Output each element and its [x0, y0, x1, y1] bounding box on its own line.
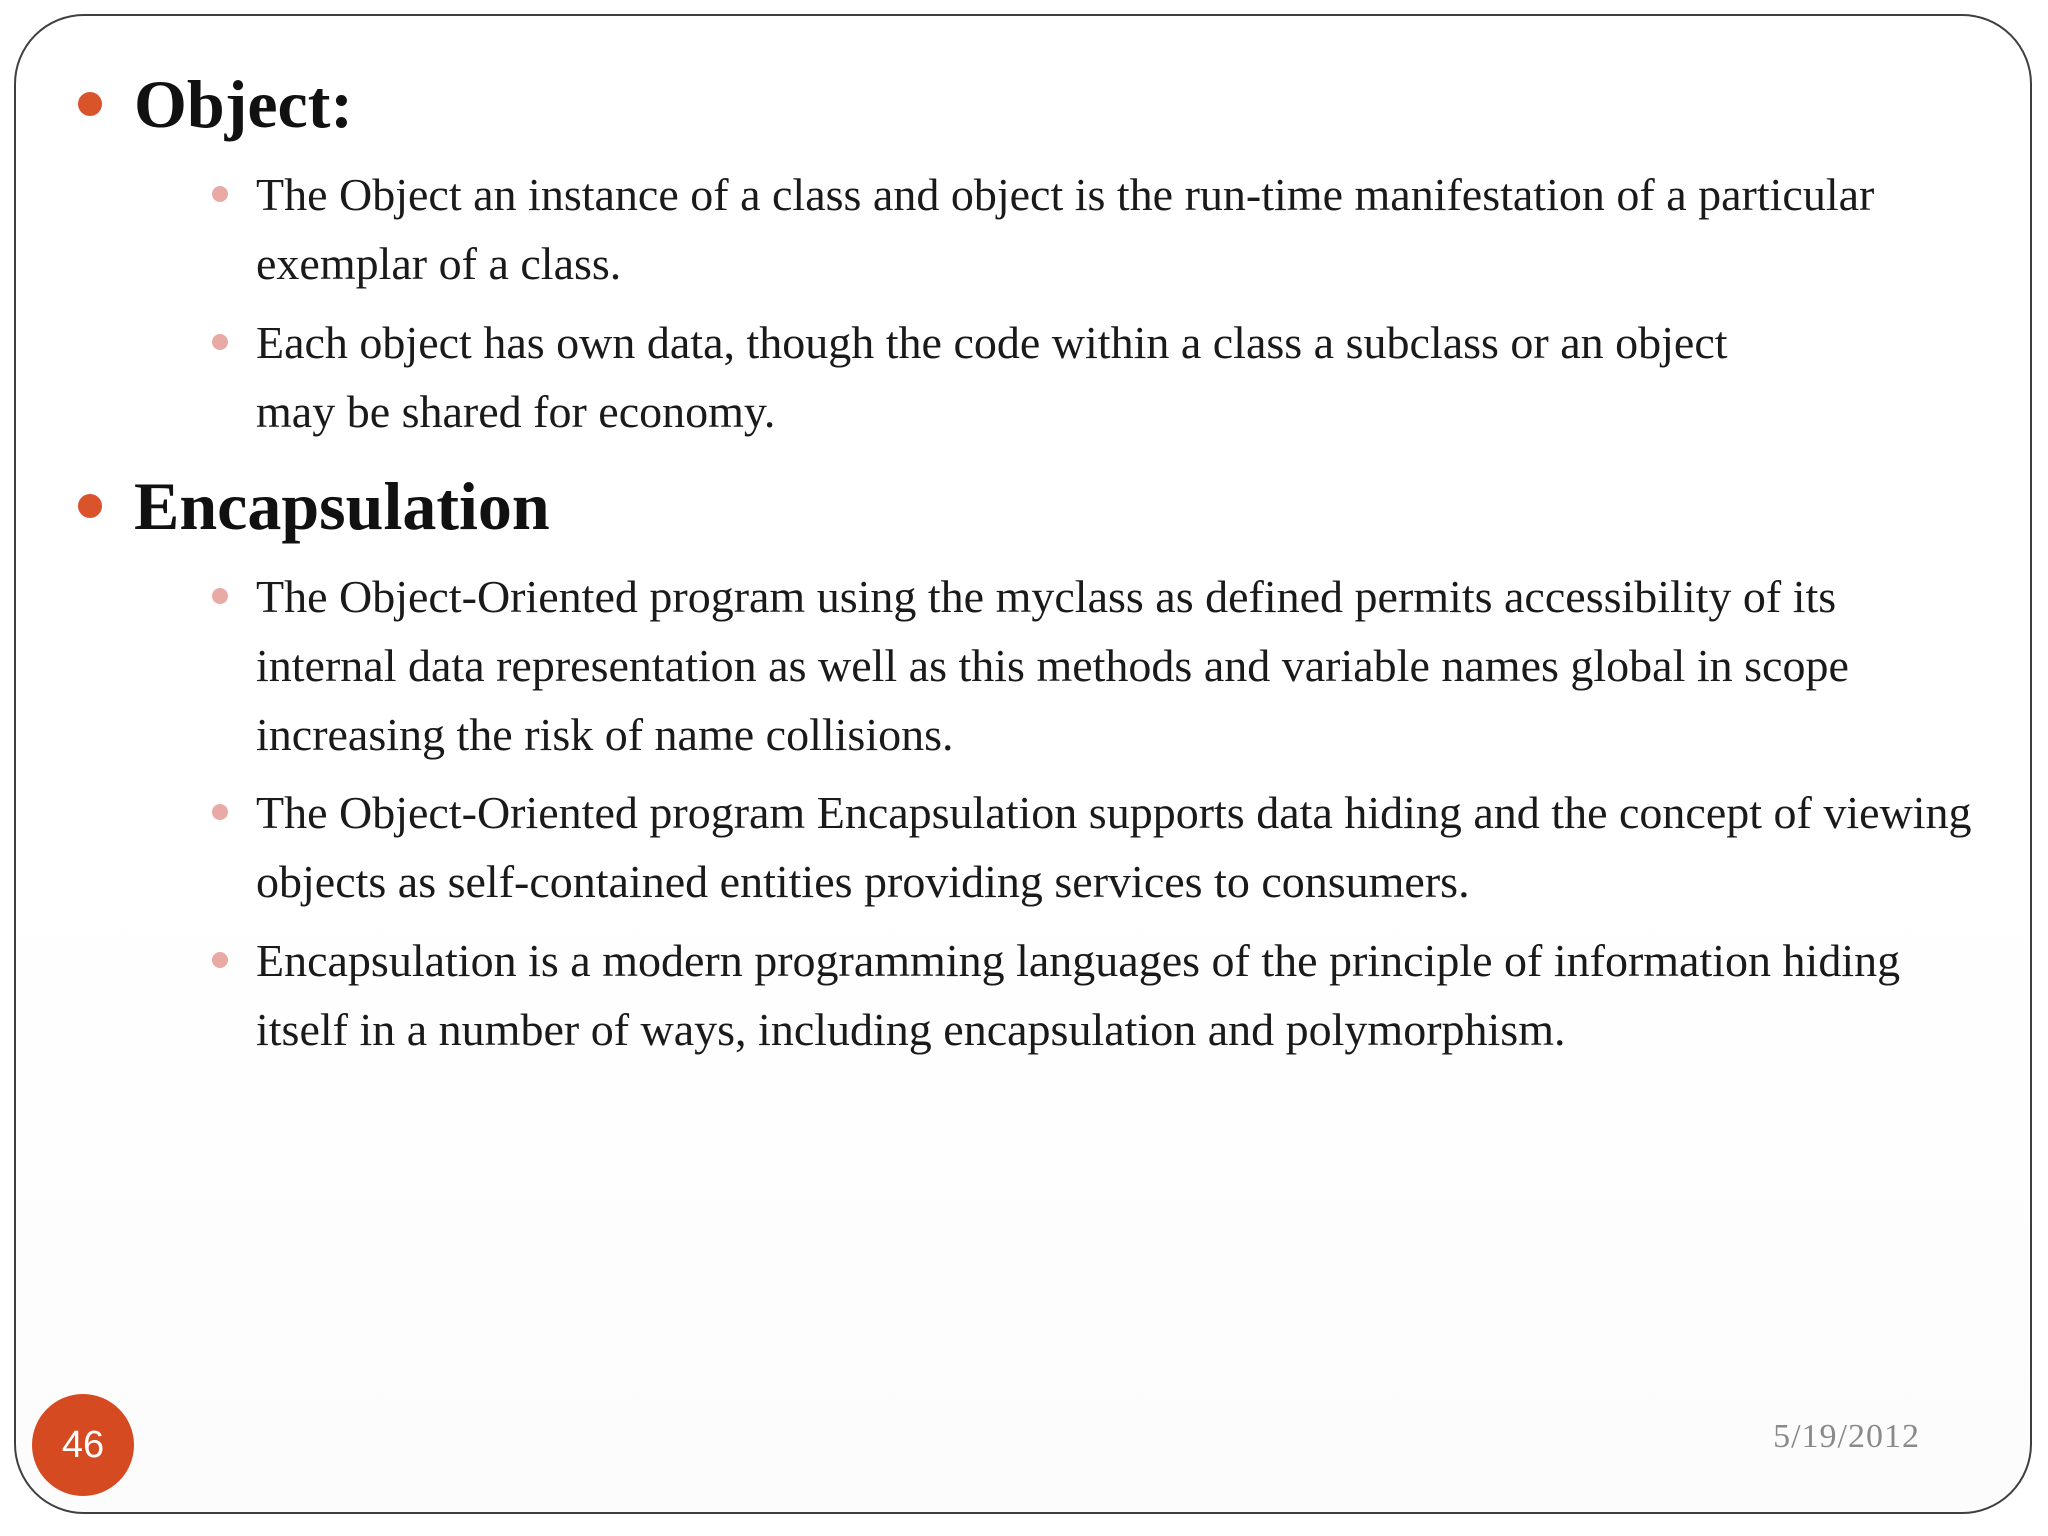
list-item: The Object an instance of a class and object is the run-time manifestation of a particular exemplar of a class.: [256, 169, 1875, 289]
list-item: The Object-Oriented program Encapsulation supports data hiding and the concept of viewing objects as self-contained entities providing services to consumers.: [256, 787, 1972, 907]
section-heading-object: Object:: [134, 66, 354, 142]
page-number-badge: [32, 1394, 134, 1496]
page-number: 46: [61, 1423, 105, 1466]
section-heading-encapsulation: Encapsulation: [134, 468, 550, 544]
sub-bullet-icon: [212, 186, 228, 202]
list-item: Encapsulation is a modern programming languages of the principle of information hiding itself in a number of ways, including encapsulation and polymorphism.: [256, 935, 1901, 1055]
list-item: The Object-Oriented program using the myclass as defined permits accessibility of its internal data representation as well as this methods and variable names global in scope increasing the risk of name collisions.: [256, 571, 1849, 760]
sub-bullet-icon: [212, 588, 228, 604]
sub-bullet-icon: [212, 804, 228, 820]
slide-date: 5/19/2012: [1773, 1418, 1920, 1455]
main-bullet-icon: [78, 92, 102, 116]
sub-bullet-icon: [212, 952, 228, 968]
sub-bullet-icon: [212, 334, 228, 350]
list-item: Each object has own data, though the code within a class a subclass or an object may be shared for economy.: [256, 317, 1728, 437]
main-bullet-icon: [78, 494, 102, 518]
